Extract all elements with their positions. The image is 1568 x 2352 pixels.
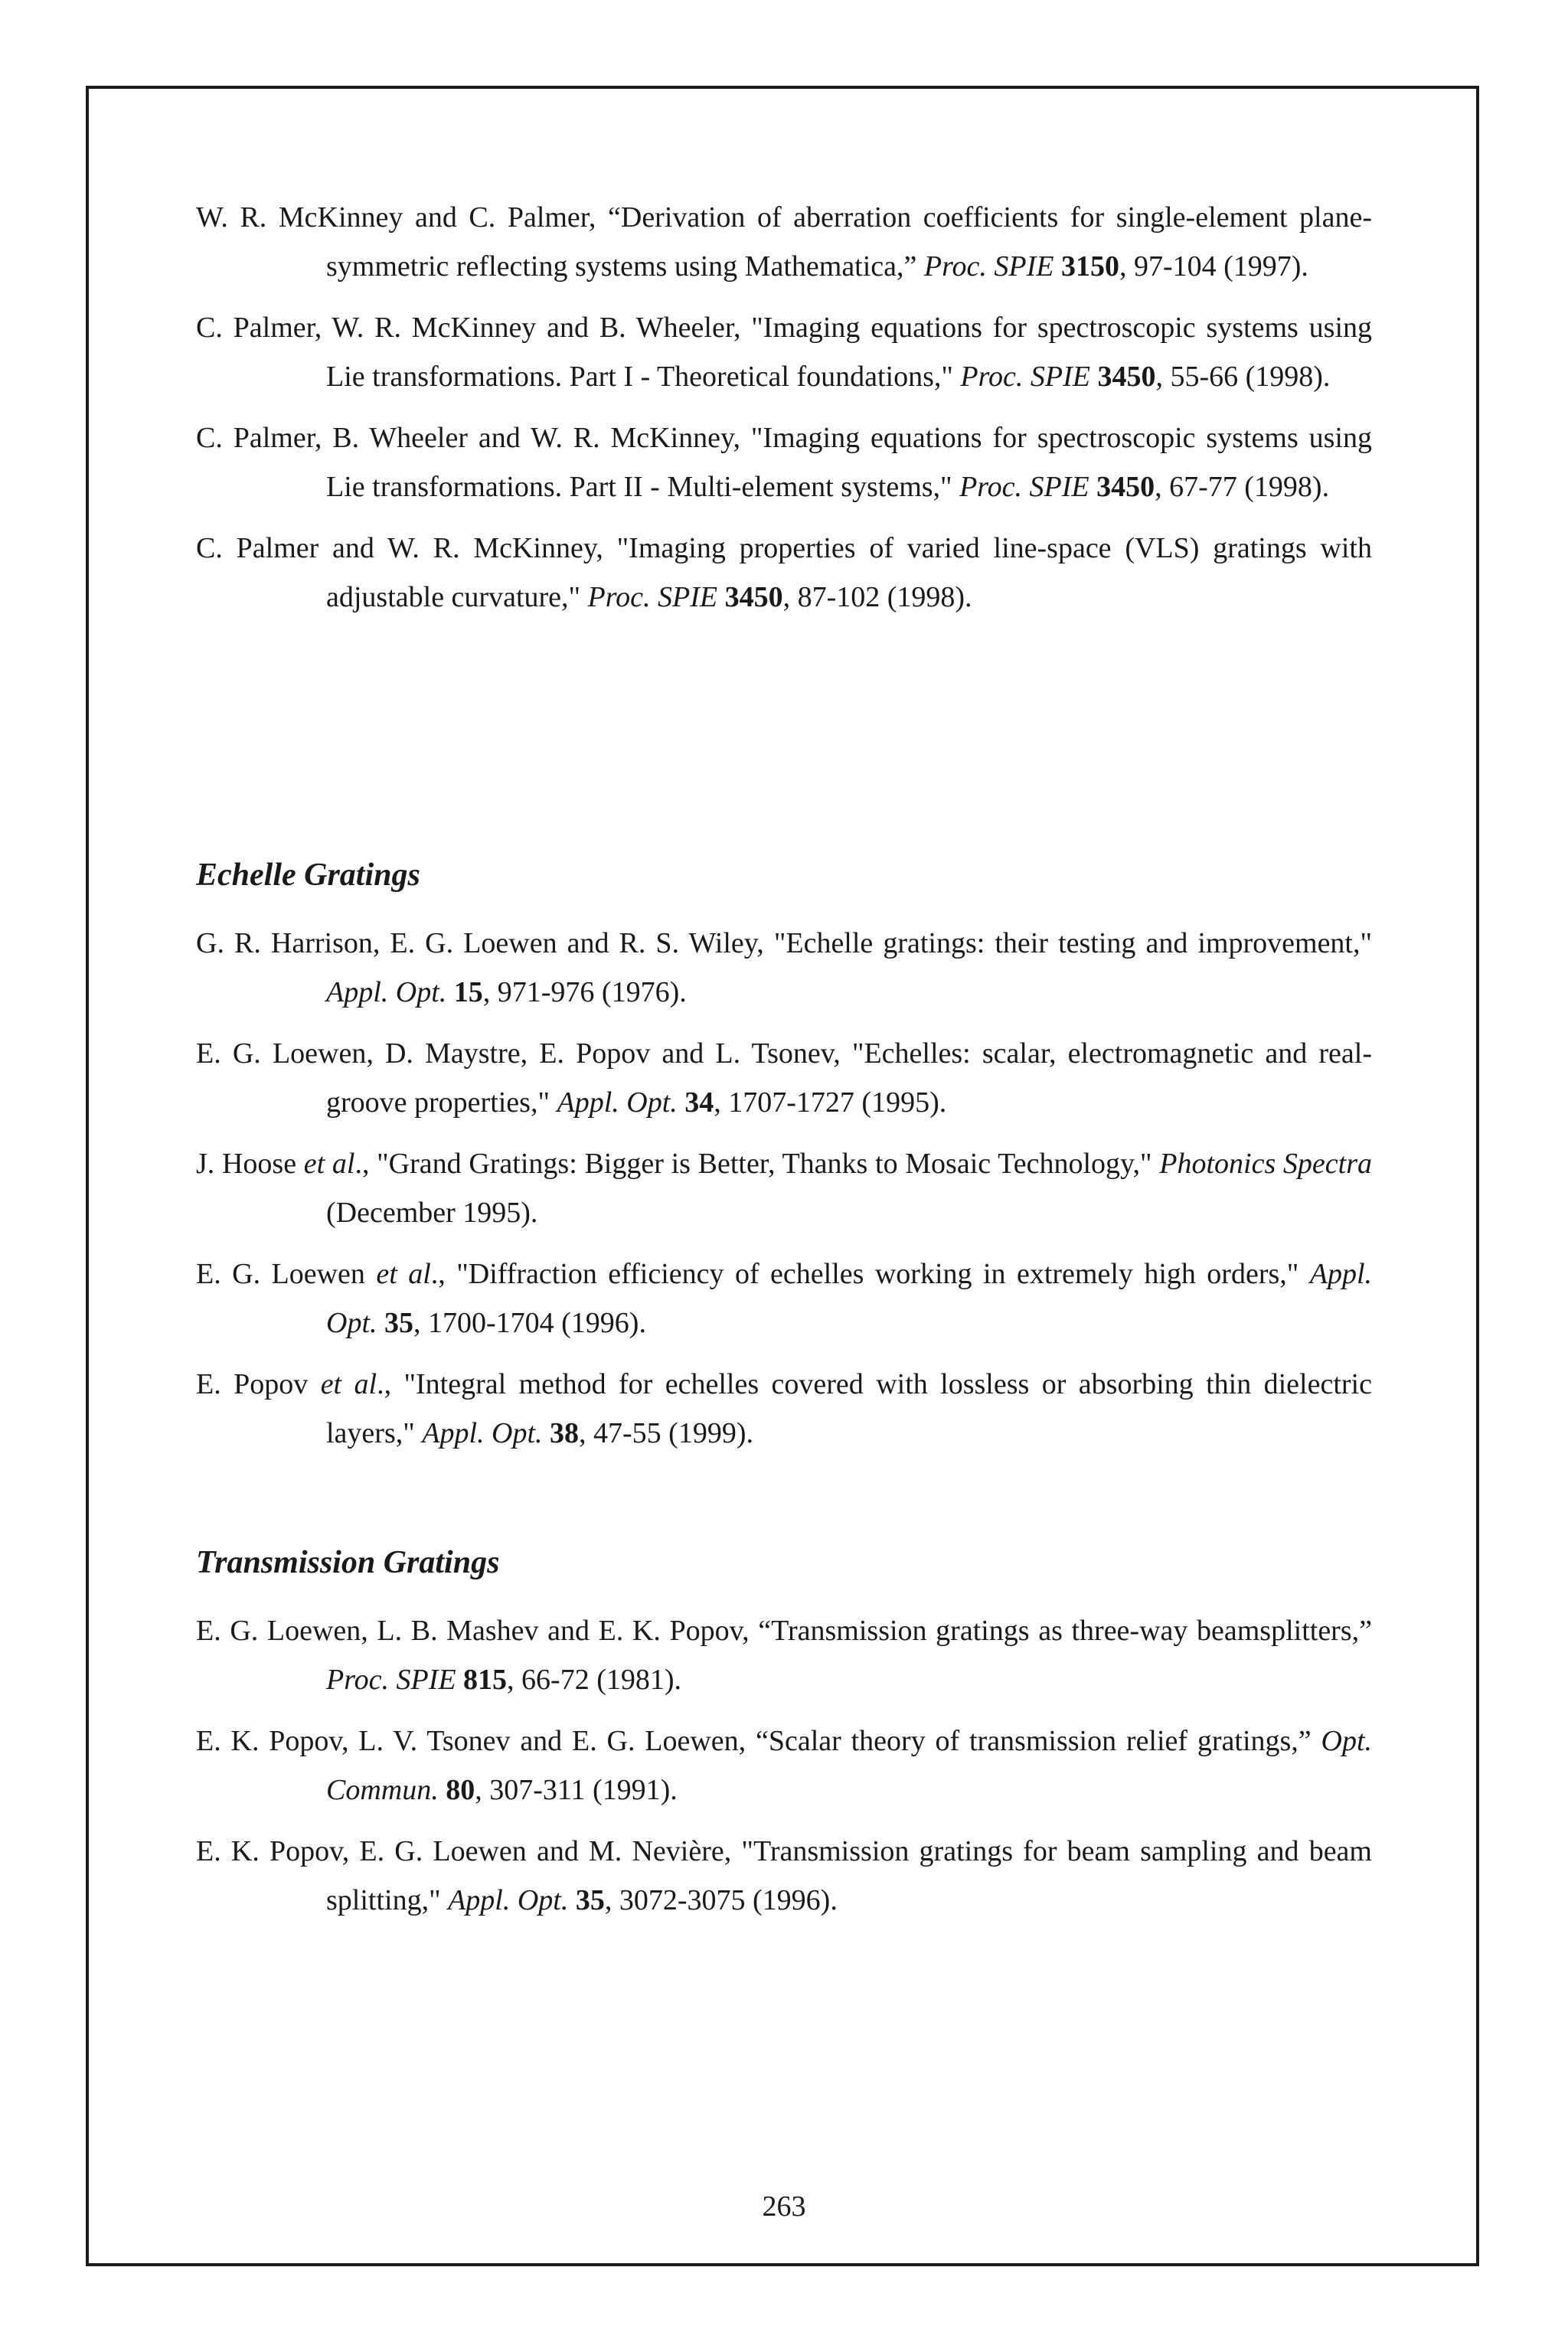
reference-text: C. Palmer, B. Wheeler and W. R. McKinney, "Imaging equations for spectroscopic systems using Lie transformations. Part II - Multi-element systems,"	[196, 422, 1372, 503]
reference-title: ., "Grand Gratings: Bigger is Better, Thanks to Mosaic Technology,"	[354, 1148, 1160, 1180]
journal-name: Photonics Spectra	[1159, 1148, 1373, 1180]
journal-name: Appl. Opt.	[326, 976, 447, 1008]
journal-name: Proc. SPIE	[960, 361, 1090, 393]
journal-name: Proc. SPIE	[587, 581, 718, 613]
reference-pages-year: (December 1995).	[326, 1197, 538, 1229]
et-al: et al	[376, 1258, 431, 1290]
reference-text: J. Hoose	[196, 1148, 304, 1180]
journal-name: Proc. SPIE	[326, 1664, 456, 1696]
reference-text: C. Palmer, W. R. McKinney and B. Wheeler, "Imaging equations for spectroscopic systems using Lie transformations. Part I - Theoretical foundations,"	[196, 312, 1372, 393]
volume-number: 3450	[1096, 471, 1155, 503]
page-number: 263	[762, 2190, 806, 2223]
journal-name: Appl. Opt.	[448, 1884, 569, 1916]
reference-text: C. Palmer and W. R. McKinney, "Imaging properties of varied line-space (VLS) gratings with adjustable curvature,"	[196, 532, 1372, 613]
volume-number: 80	[446, 1774, 475, 1806]
reference-entry	[196, 1250, 1372, 1348]
reference-entry	[196, 1029, 1372, 1127]
journal-name: Opt. Commun.	[326, 1725, 1372, 1806]
reference-entry	[196, 193, 1372, 291]
volume-number: 35	[384, 1307, 413, 1339]
reference-entry	[196, 1606, 1372, 1704]
section-heading-echelle: Echelle Gratings	[196, 858, 420, 893]
journal-name: Appl. Opt.	[422, 1417, 543, 1449]
reference-entry	[196, 1717, 1372, 1815]
reference-entry	[196, 919, 1372, 1017]
reference-pages-year: , 1707-1727 (1995).	[714, 1086, 947, 1119]
reference-title: ., "Integral method for echelles covered with lossless or absorbing thin dielectric layers,"	[326, 1368, 1372, 1449]
et-al: et al	[320, 1368, 377, 1400]
reference-text: G. R. Harrison, E. G. Loewen and R. S. Wiley, "Echelle gratings: their testing and improvement,"	[196, 927, 1372, 959]
volume-number: 38	[550, 1417, 580, 1449]
reference-list-echelle	[196, 919, 1372, 1458]
reference-entry	[196, 524, 1372, 622]
reference-text: E. G. Loewen	[196, 1258, 377, 1290]
reference-entry	[196, 1139, 1372, 1237]
journal-name: Proc. SPIE	[923, 250, 1054, 283]
volume-number: 34	[684, 1086, 714, 1119]
reference-entry	[196, 303, 1372, 401]
reference-pages-year: , 87-102 (1998).	[782, 581, 972, 613]
reference-pages-year: , 1700-1704 (1996).	[413, 1307, 646, 1339]
reference-pages-year: , 3072-3075 (1996).	[604, 1884, 838, 1916]
reference-text: E. K. Popov, L. V. Tsonev and E. G. Loewen, “Scalar theory of transmission relief gratings,”	[196, 1725, 1321, 1757]
volume-number: 815	[463, 1664, 508, 1696]
reference-title: ., "Diffraction efficiency of echelles working in extremely high orders,"	[430, 1258, 1310, 1290]
reference-pages-year: , 971-976 (1976).	[482, 976, 687, 1008]
reference-text: E. G. Loewen, D. Maystre, E. Popov and L. Tsonev, "Echelles: scalar, electromagnetic and real-groove properties,"	[196, 1037, 1372, 1119]
volume-number: 35	[575, 1884, 605, 1916]
reference-pages-year: , 67-77 (1998).	[1155, 471, 1330, 503]
reference-entry	[196, 413, 1372, 511]
volume-number: 15	[453, 976, 483, 1008]
reference-list-transmission	[196, 1606, 1372, 1925]
et-al: et al	[303, 1148, 355, 1180]
reference-text: E. G. Loewen, L. B. Mashev and E. K. Popov, “Transmission gratings as three-way beamsplitters,”	[196, 1615, 1372, 1647]
reference-pages-year: , 97-104 (1997).	[1119, 250, 1308, 283]
reference-pages-year: , 55-66 (1998).	[1155, 361, 1331, 393]
reference-pages-year: , 66-72 (1981).	[507, 1664, 682, 1696]
journal-name: Appl. Opt.	[326, 1258, 1373, 1339]
reference-text: E. Popov	[196, 1368, 321, 1400]
reference-list-intro	[196, 193, 1372, 622]
reference-pages-year: , 307-311 (1991).	[475, 1774, 678, 1806]
reference-text: E. K. Popov, E. G. Loewen and M. Nevière, "Transmission gratings for beam sampling and beam splitting,"	[196, 1835, 1372, 1916]
reference-entry	[196, 1827, 1372, 1925]
volume-number: 3150	[1060, 250, 1119, 283]
section-heading-transmission: Transmission Gratings	[196, 1545, 500, 1580]
journal-name: Appl. Opt.	[557, 1086, 678, 1119]
volume-number: 3450	[1097, 361, 1156, 393]
reference-pages-year: , 47-55 (1999).	[579, 1417, 753, 1449]
reference-text: W. R. McKinney and C. Palmer, “Derivation of aberration coefficients for single-element plane-symmetric reflecting systems using Mathematica,”	[196, 201, 1372, 283]
journal-name: Proc. SPIE	[959, 471, 1089, 503]
reference-entry	[196, 1360, 1372, 1458]
volume-number: 3450	[724, 581, 783, 613]
